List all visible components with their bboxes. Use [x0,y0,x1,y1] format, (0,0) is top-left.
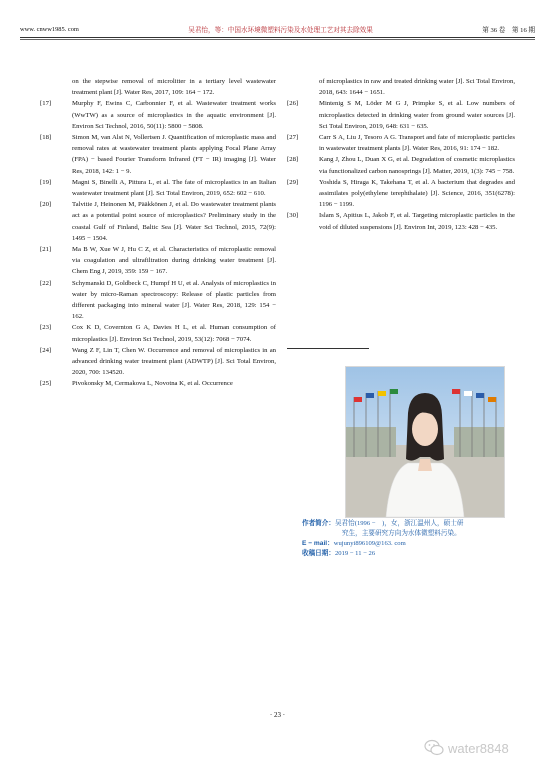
reference-number: [20] [40,201,52,209]
reference-text: Talvitie J, Heinonen M, Pääkkönen J, et al. Do wastewater treatment plants act as a potential point source of microplastics? Preliminary study in the coastal Gulf of Finland, Baltic Sea [J]. Water Sci Technol, 2015, 72(9): 1495 − 1504. [72,201,276,242]
reference-number: [29] [287,178,299,186]
reference-item [287,132,515,154]
reference-number: [23] [40,324,52,332]
header-rule [20,37,535,38]
page-number: · 23 · [269,711,286,719]
reference-item [287,154,515,176]
reference-item [40,345,276,379]
reference-number: [21] [40,246,52,254]
reference-text: Mintenig S M, Löder M G J, Primpke S, et al. Low numbers of microplastics detected in drinking water from ground water sources [J]. Sci Total Environ, 2019, 648: 631 − 635. [319,100,515,130]
author-photo [345,366,505,518]
reference-text: of microplastics in raw and treated drinking water [J]. Sci Total Environ, 2018, 643: 1644 − 1651. [319,78,515,97]
reference-number: [30] [287,212,299,220]
reference-text: Cox K D, Covernton G A, Davies H L, et al. Human consumption of microplastics [J]. Environ Sci Technol, 2019, 53(12): 7068 − 7074. [72,324,276,343]
issue-number: 第 36 卷 第 16 期 [482,27,535,34]
watermark-text: water8848 [448,740,509,756]
reference-item [40,378,276,389]
reference-item [287,210,515,232]
running-header [20,22,535,36]
reference-number: [18] [40,134,52,142]
reference-item [40,76,276,98]
reference-item [40,132,276,177]
reference-item [287,98,515,132]
author-intro-text-continued: 究生，主要研究方向为水体微塑料污染。 [342,530,461,537]
reference-text: Kang J, Zhou L, Duan X G, et al. Degradation of cosmetic microplastics via functionalized carbon nanosprings [J]. Matter, 2019, 1(3): 745 − 758. [319,156,515,175]
reference-number: [17] [40,100,52,108]
reference-text: Simon M, van Alst N, Vollertsen J. Quantification of microplastic mass and removal rates at wastewater treatment plants applying Focal Plane Array (FPA) − based Fourier Transform Infrared (FT − IR) imaging [J]. Water Res, 2018, 142: 1 − 9. [72,134,276,175]
reference-item [40,278,276,323]
author-info [302,519,532,559]
section-divider [287,348,369,349]
reference-text: Islam S, Apitius L, Jakob F, et al. Targeting microplastic particles in the void of diluted suspensions [J]. Environ Int, 2019, 123: 428 − 435. [319,212,515,231]
header-rule-thin [20,39,535,40]
email-address[interactable]: wujunyi896109@163. com [333,540,406,547]
reference-item [40,199,276,244]
reference-number: [25] [40,380,52,388]
author-email [302,539,532,549]
wechat-icon [424,739,444,757]
reference-text: Murphy F, Ewins C, Carbonnier F, et al. Wastewater treatment works (WwTW) as a source of microplastics in the aquatic environment [J]. Environ Sci Technol, 2016, 50(11): 5800 − 5808. [72,100,276,130]
reference-item [40,244,276,278]
references-left-column [40,76,276,390]
reference-item [287,76,515,98]
reference-number: [28] [287,156,299,164]
reference-number: [22] [40,279,52,287]
wechat-watermark [424,736,550,760]
author-intro [302,519,532,539]
reference-text: Carr S A, Liu J, Tesoro A G. Transport and fate of microplastic particles in wastewater treatment plants [J]. Water Res, 2016, 91: 174 − 182. [319,134,515,153]
reference-item [40,177,276,199]
reference-item [40,322,276,344]
reference-number: [24] [40,346,52,354]
reference-text: on the stepwise removal of microlitter in a tertiary level wastewater treatment plant [J]. Water Res, 2017, 109: 164 − 172. [72,78,276,97]
reference-item [287,177,515,211]
received-value: 2019 − 11 − 26 [334,550,376,557]
reference-text: Magni S, Binelli A, Pittura L, et al. The fate of microplastics in an Italian wastewater treatment plant [J]. Sci Total Environ, 2019, 652: 602 − 610. [72,178,276,198]
received-date [302,549,532,559]
author-intro-label: 作者简介： [302,520,335,527]
running-title: 吴君怡，等：中国水环境微塑料污染及水处理工艺对其去除效果 [188,27,373,34]
email-label: E − mail： [302,540,334,547]
reference-text: Schymanski D, Goldbeck C, Humpf H U, et al. Analysis of microplastics in water by micro-Raman spectroscopy: Release of plastic particles from different packaging into mineral water [J]. Water Res, 2018, 129: 154 − 162. [72,279,276,321]
reference-text: Yoshida S, Hiraga K, Takehana T, et al. A bacterium that degrades and assimilates poly(ethylene terephthalate) [J]. Science, 2016, 351(6278): 1196 − 1199. [319,178,515,209]
reference-number: [27] [287,134,299,142]
reference-text: Pivokonsky M, Cermakova L, Novotna K, et al. Occurrence [72,380,233,388]
received-label: 收稿日期： [302,550,335,557]
reference-number: [26] [287,100,299,108]
journal-website: www. cnww1985. com [20,25,79,33]
reference-text: Wang Z F, Lin T, Chen W. Occurrence and removal of microplastics in an advanced drinking water treatment plant (ADWTP) [J]. Sci Total Environ, 2020, 700: 134520. [72,346,276,377]
reference-text: Ma B W, Xue W J, Hu C Z, et al. Characteristics of microplastic removal via coagulation and ultrafiltration during drinking water treatment [J]. Chem Eng J, 2019, 359: 159 − 167. [72,246,276,276]
author-intro-text: 吴君怡(1996 − )，女，浙江温州人，硕士研 [334,520,464,527]
author-photo-illustration [346,367,504,517]
reference-number: [19] [40,178,52,186]
reference-item [40,98,276,132]
references-right-column [287,76,515,233]
